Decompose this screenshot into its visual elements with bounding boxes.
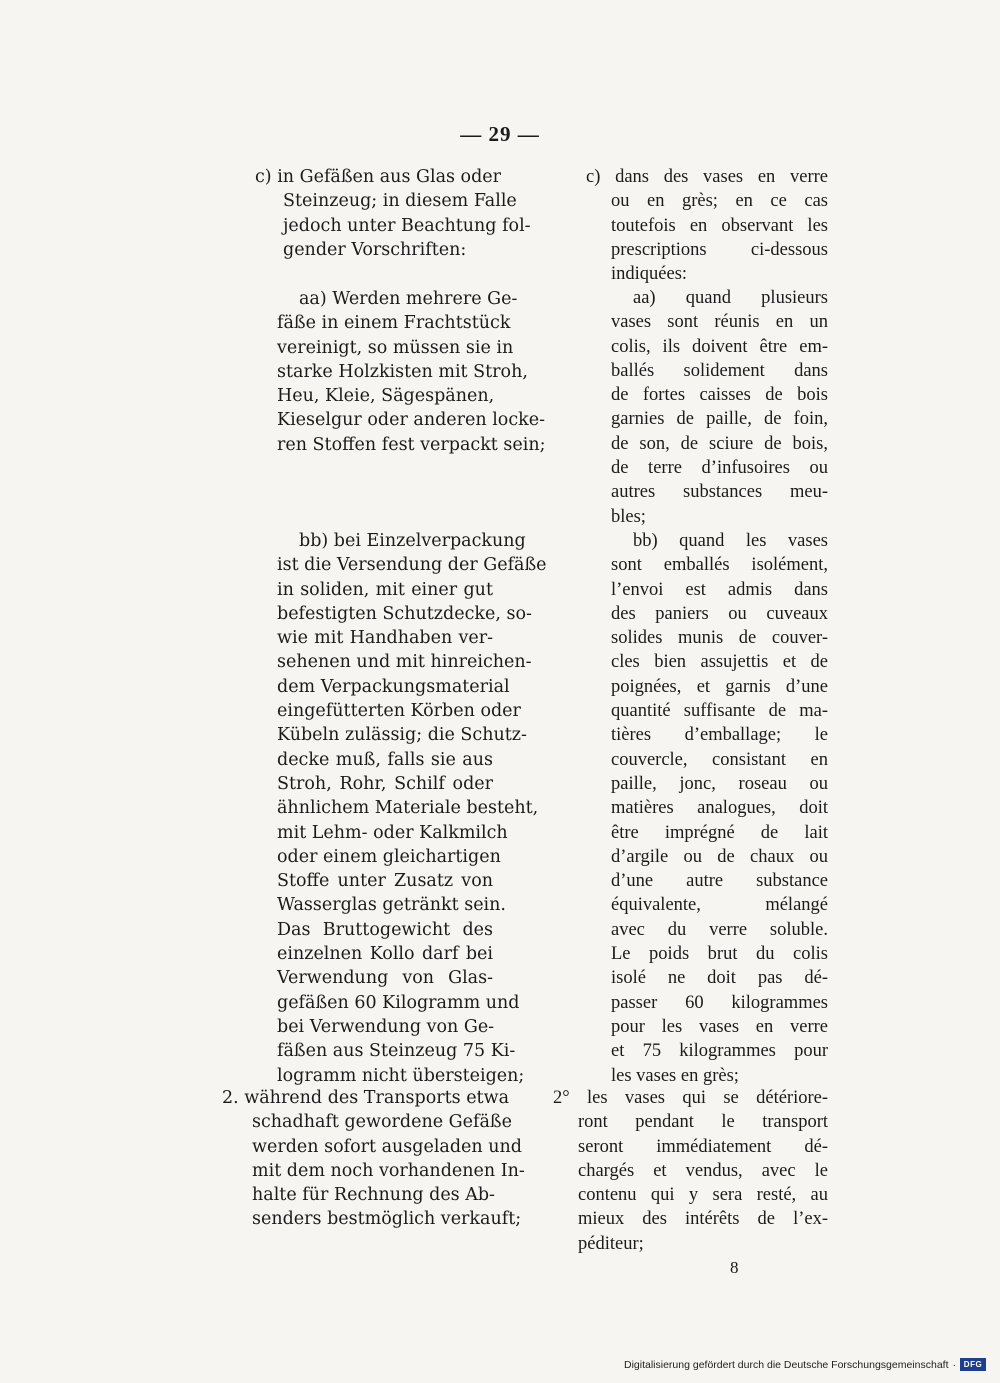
text-line: chargés et vendus, avec le [578, 1160, 828, 1181]
text-line: péditeur; [578, 1233, 644, 1254]
text-line: cles bien assujettis et de [611, 652, 828, 673]
text-line: in soliden, mit einer gut [277, 579, 493, 600]
text-line: logramm nicht übersteigen; [277, 1065, 525, 1086]
text-line: d’argile ou de chaux ou [611, 846, 828, 867]
text-line: bb) quand les vases [633, 531, 828, 551]
text-line: vereinigt, so müssen sie in [277, 337, 514, 358]
text-line: et 75 kilogrammes pour [611, 1041, 828, 1062]
dfg-logo: DFG [960, 1358, 986, 1371]
text-line: eingefütterten Körben oder [277, 701, 521, 722]
text-line: schadhaft gewordene Gefäße [252, 1112, 512, 1133]
text-line: contenu qui y sera resté, au [578, 1185, 828, 1206]
text-line: gender Vorschriften: [283, 239, 467, 260]
text-line: fäße in einem Frachtstück [277, 313, 511, 334]
text-line: Wasserglas getränkt sein. [277, 895, 506, 916]
german-section-aa [277, 287, 546, 457]
text-line: Kieselgur oder anderen locke- [277, 410, 546, 431]
text-line: wie mit Handhaben ver- [277, 628, 493, 649]
text-line: c) dans des vases en verre [586, 167, 828, 187]
french-section-c [586, 165, 828, 286]
text-line: l’envoi est admis dans [611, 579, 828, 600]
german-section-2 [222, 1086, 525, 1232]
text-line: de son, de sciure de bois, [611, 433, 828, 454]
page-number: — 29 — [460, 122, 540, 146]
text-line: aa) quand plusieurs [633, 288, 828, 308]
text-line: mit dem noch vorhandenen In- [252, 1160, 525, 1181]
text-line: ront pendant le transport [578, 1112, 828, 1133]
text-line: mieux des intérêts de l’ex- [578, 1209, 828, 1230]
text-line: tières d’emballage; le [611, 725, 828, 746]
german-section-bb [277, 529, 547, 1088]
text-line: halte für Rechnung des Ab- [252, 1185, 495, 1206]
text-line: solides munis de couver- [611, 628, 828, 649]
text-line: Kübeln zulässig; die Schutz- [277, 725, 527, 746]
text-line: sont emballés isolément, [611, 555, 828, 576]
text-line: ist die Versendung der Gefäße [277, 555, 547, 576]
text-line: être imprégné de lait [611, 822, 828, 843]
text-line: toutefois en observant les [611, 215, 828, 236]
text-line: seront immédiatement dé- [578, 1136, 828, 1157]
text-line: Heu, Kleie, Sägespänen, [277, 386, 495, 407]
text-line: Das Bruttogewicht des [277, 919, 493, 940]
text-line: avec du verre soluble. [611, 919, 828, 940]
text-line: 2° les vases qui se détériore- [553, 1088, 828, 1108]
text-line: starke Holzkisten mit Stroh, [277, 361, 528, 382]
footer-separator: · [952, 1358, 956, 1371]
text-line: senders bestmöglich verkauft; [252, 1209, 522, 1230]
text-line: fäßen aus Steinzeug 75 Ki- [277, 1041, 516, 1062]
text-line: paille, jonc, roseau ou [611, 773, 828, 794]
text-line: befestigten Schutzdecke, so- [277, 603, 532, 624]
text-line: Verwendung von Glas- [277, 968, 493, 989]
text-line: passer 60 kilogrammes [611, 992, 828, 1013]
text-line: garnies de paille, de foin, [611, 409, 828, 430]
text-line: sehenen und mit hinreichen- [277, 652, 532, 673]
text-line: decke muß, falls sie aus [277, 749, 493, 770]
text-line: einzelnen Kollo darf bei [277, 944, 493, 965]
text-line: werden sofort ausgeladen und [252, 1136, 522, 1157]
text-line: couvercle, consistant en [611, 749, 828, 770]
text-line: ballés solidement dans [611, 360, 828, 381]
text-line: bei Verwendung von Ge- [277, 1016, 495, 1037]
text-line: ähnlichem Materiale besteht, [277, 798, 539, 819]
text-line: des paniers ou cuveaux [611, 603, 828, 624]
text-line: ren Stoffen fest verpackt sein; [277, 434, 546, 455]
text-line: Steinzeug; in diesem Falle [283, 191, 517, 212]
text-line: bles; [611, 506, 646, 527]
text-line: quantité suffisante de ma- [611, 701, 828, 722]
signature-mark: 8 [730, 1258, 739, 1277]
french-section-bb [611, 529, 828, 1088]
text-line: oder einem gleichartigen [277, 846, 501, 867]
text-line: les vases en grès; [611, 1065, 739, 1086]
footer [624, 1358, 986, 1371]
text-line: Stroh, Rohr, Schilf oder [277, 773, 493, 794]
text-line: colis, ils doivent être em- [611, 336, 828, 357]
footer-text: Digitalisierung gefördert durch die Deutsche Forschungsgemeinschaft [623, 1358, 949, 1371]
french-section-2 [553, 1086, 828, 1256]
text-line: gefäßen 60 Kilogramm und [277, 992, 520, 1013]
text-line: indiquées: [611, 264, 688, 285]
text-line: Stoffe unter Zusatz von [277, 871, 493, 892]
text-line: mit Lehm- oder Kalkmilch [277, 822, 508, 843]
text-line: vases sont réunis en un [611, 312, 828, 333]
text-line: 2. während des Transports etwa [222, 1088, 510, 1108]
text-line: ou en grès; en ce cas [611, 191, 828, 212]
text-line: dem Verpackungsmaterial [277, 676, 510, 697]
text-line: équivalente, mélangé [611, 895, 828, 916]
text-line: de fortes caisses de bois [611, 385, 828, 406]
text-line: Le poids brut du colis [611, 944, 828, 965]
text-line: aa) Werden mehrere Ge- [299, 289, 518, 309]
text-line: autres substances meu- [611, 482, 828, 503]
text-line: c) in Gefäßen aus Glas oder [255, 167, 502, 187]
text-line: jedoch unter Beachtung fol- [283, 215, 531, 236]
text-line: d’une autre substance [611, 871, 828, 892]
text-line: poignées, et garnis d’une [611, 676, 828, 697]
text-line: pour les vases en verre [611, 1016, 828, 1037]
text-line: bb) bei Einzelverpackung [299, 531, 526, 551]
text-line: isolé ne doit pas dé- [611, 968, 828, 989]
french-section-aa [611, 286, 828, 529]
text-line: matières analogues, doit [611, 798, 828, 819]
text-line: de terre d’infusoires ou [611, 458, 828, 479]
text-line: prescriptions ci-dessous [611, 239, 828, 260]
german-section-c [255, 165, 531, 262]
